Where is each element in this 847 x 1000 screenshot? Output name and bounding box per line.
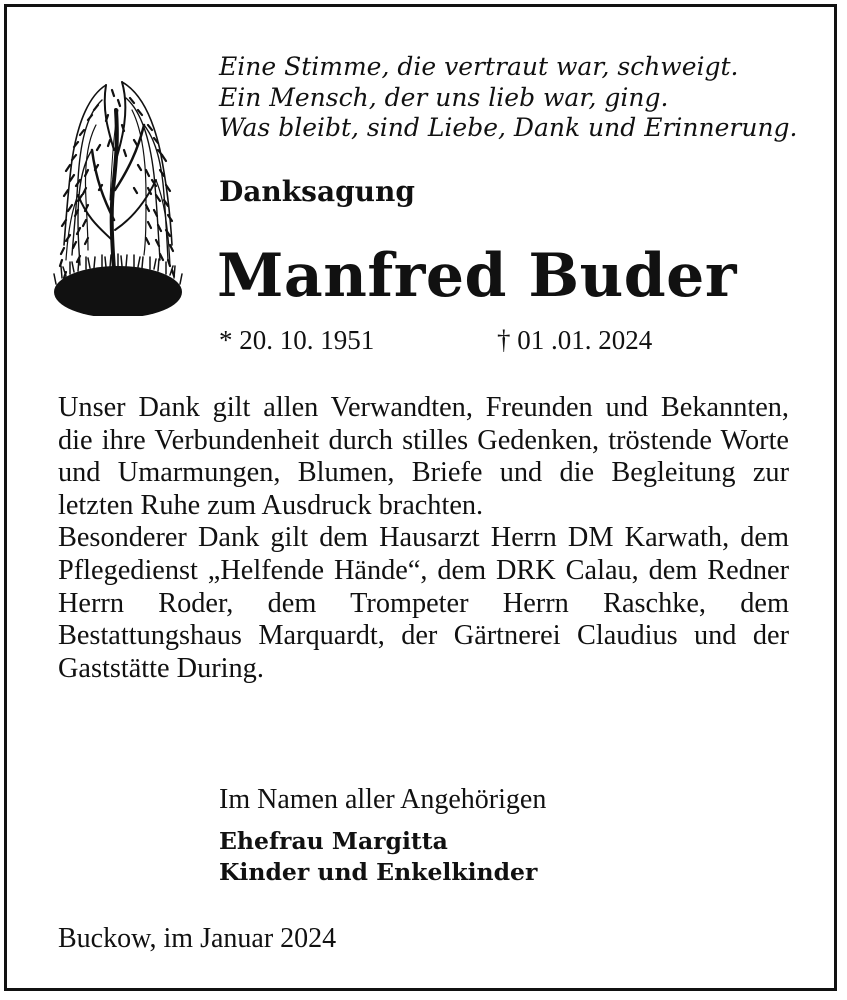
weeping-willow-icon: [52, 70, 184, 328]
on-behalf-line: Im Namen aller Angehörigen: [219, 784, 547, 815]
place-and-date: Buckow, im Januar 2024: [58, 923, 337, 954]
verse-line: Eine Stimme, die vertraut war, schweigt.: [219, 52, 739, 81]
birth-date: * 20. 10. 1951: [219, 325, 375, 355]
thanks-text: [58, 392, 789, 685]
signatory: Ehefrau Margitta: [219, 827, 448, 855]
notice-heading: Danksagung: [219, 175, 415, 208]
death-date: † 01 .01. 2024: [497, 325, 653, 355]
verse-line: Ein Mensch, der uns lieb war, ging.: [219, 82, 669, 112]
signatory: Kinder und Enkelkinder: [219, 858, 538, 886]
deceased-name: Manfred Buder: [217, 241, 737, 311]
signatories: [219, 826, 537, 888]
thanks-paragraph: Besonderer Dank gilt dem Hausarzt Herrn DM Karwath, dem Pflegedienst „Helfende Hände“, dem DRK Calau, dem Redner Herrn Roder, dem Trompeter Herrn Raschke, dem Bestattungshaus Marquardt, der Gärtnerei Claudius und der Gaststätte During.: [58, 522, 789, 684]
verse-line: Was bleibt, sind Liebe, Dank und Erinnerung.: [219, 113, 798, 142]
memorial-verse: [219, 52, 829, 144]
thanks-paragraph: Unser Dank gilt allen Verwandten, Freunden und Bekannten, die ihre Verbundenheit durch stilles Gedenken, tröstende Worte und Umarmungen, Blumen, Briefe und die Begleitung zur letzten Ruhe zum Ausdruck brachten.: [58, 392, 789, 521]
